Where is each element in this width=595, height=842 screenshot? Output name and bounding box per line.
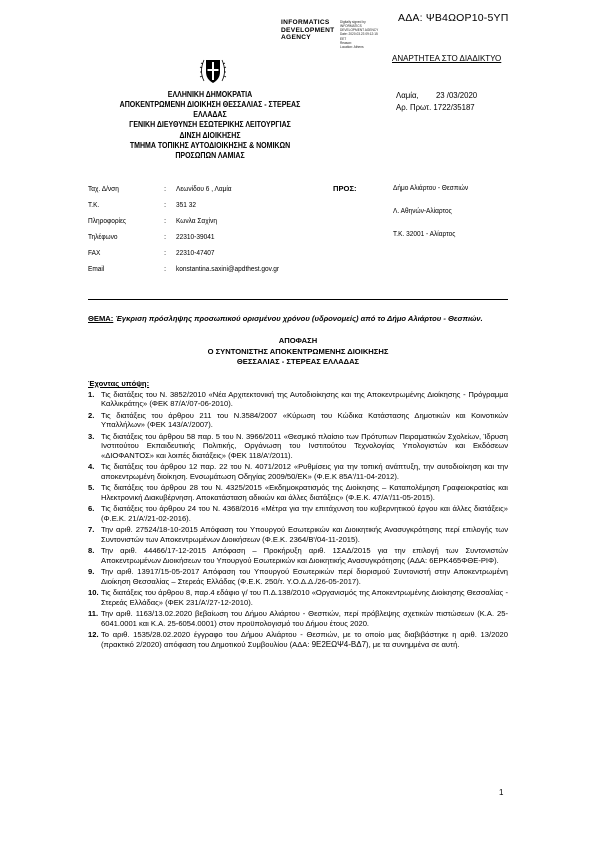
list-item: [88, 525, 508, 544]
contact-row-fax: [88, 248, 338, 264]
contact-row-address: [88, 184, 338, 200]
list-item: [88, 411, 508, 430]
item-number: 8.: [88, 546, 95, 556]
contact-label: Email: [88, 264, 105, 273]
contact-email[interactable]: konstantina.saxini@apdthest.gov.gr: [176, 264, 280, 273]
ada-reference: 9Ε2ΕΩΨ4-ΒΔ7: [311, 639, 367, 649]
decision-region: ΘΕΣΣΑΛΙΑΣ - ΣΤΕΡΕΑΣ ΕΛΛΑΔΑΣ: [236, 357, 360, 367]
item-number: 1.: [88, 390, 95, 399]
contact-colon: :: [164, 184, 167, 193]
item-text: Τις διατάξεις του Ν. 3852/2010 «Νέα Αρχιτεκτονική της Αυτοδιοίκησης και της Αποκεντρωμένης Διοίκησης - Πρόγραμμα Καλλικράτης» (ΦΕΚ 87/Α'/07-06-2010).: [101, 390, 508, 409]
decision-authority: Ο ΣΥΝΤΟΝΙΣΤΗΣ ΑΠΟΚΕΝΤΡΩΜΕΝΗΣ ΔΙΟΙΚΗΣΗΣ: [207, 346, 389, 356]
signature-detail: Location: Athens: [340, 44, 364, 49]
item-number: 5.: [88, 483, 95, 493]
page-number: 1: [499, 788, 504, 797]
item-text: Τις διατάξεις του άρθρου 211 του Ν.3584/2007 «Κύρωση του Κώδικα Κατάστασης Δημοτικών και Κοινοτικών Υπαλλήλων» (ΦΕΚ 143/Α'/2007).: [101, 411, 508, 430]
item-number: 7.: [88, 525, 95, 535]
list-item: [88, 462, 508, 481]
item-number: 6.: [88, 504, 95, 514]
contact-label: Τ.Κ.: [88, 200, 100, 209]
divider: [88, 299, 508, 300]
org-line: ΓΕΝΙΚΗ ΔΙΕΥΘΥΝΣΗ ΕΣΩΤΕΡΙΚΗΣ ΛΕΙΤΟΥΡΓΙΑΣ: [129, 120, 291, 130]
signature-line: AGENCY: [281, 34, 312, 42]
signature-detail: DEVELOPMENT AGENCY: [340, 28, 379, 33]
signature-line: INFORMATICS: [281, 19, 330, 26]
signature-detail: Digitally signed by: [340, 20, 366, 24]
item-number: 9.: [88, 567, 95, 577]
ada-code: ΑΔΑ: ΨΒ4ΩΟΡ10-5ΥΠ: [398, 12, 509, 24]
informatics-agency-signature: [281, 19, 335, 42]
contact-label: FAX: [88, 248, 101, 257]
subject-label: ΘΕΜΑ:: [88, 314, 114, 323]
decision-title: ΑΠΟΦΑΣΗ: [278, 336, 318, 345]
item-number: 10.: [88, 588, 99, 598]
contact-value: Κωνλα Σαχίνη: [176, 216, 217, 225]
document-date: Λαμία, 23 /03/2020: [396, 91, 478, 100]
contact-label: Ταχ. Δ/νση: [88, 184, 119, 193]
org-line: ΕΛΛΗΝΙΚΗ ΔΗΜΟΚΡΑΤΙΑ: [167, 90, 253, 99]
date-protocol-block: [396, 90, 477, 113]
item-text: Τις διατάξεις του άρθρου 12 παρ. 22 του Ν. 4071/2012 «Ρυθμίσεις για την τοπική ανάπτυξη, την αυτοδιοίκηση και την αποκεντρωμένη διοίκηση. Ενσωμάτωση Οδηγίας 2009/50/ΕΚ» (Φ.Ε.Κ 85Α'/11-04-2012).: [101, 462, 508, 481]
list-item: [88, 432, 508, 460]
contact-row-phone: [88, 232, 338, 248]
contact-colon: :: [164, 232, 167, 241]
greek-coat-of-arms-icon: [196, 54, 230, 88]
recipient-line: Δήμο Αλιάρτου - Θεσπιών: [393, 183, 469, 192]
item-number: 4.: [88, 462, 95, 472]
contact-colon: :: [164, 216, 167, 225]
publish-online-note: ΑΝΑΡΤΗΤΕΑ ΣΤΟ ΔΙΑΔΙΚΤΥΟ: [392, 54, 502, 63]
contact-row-info: [88, 216, 338, 232]
item-text: Τις διατάξεις του άρθρου 28 του Ν. 4325/2015 «Εκδημοκρατισμός της Διοίκησης – Καταπολέμηση Γραφειοκρατίας και Ηλεκτρονική Διακυβέρνηση. Αποκατάσταση αδικιών και άλλες διατάξεις» (Φ.Ε.Κ. 47/Α'/11-05-2015).: [101, 483, 508, 502]
considering-heading: Έχοντας υπόψη:: [88, 379, 150, 388]
list-item: [88, 609, 508, 628]
org-line: ΤΜΗΜΑ ΤΟΠΙΚΗΣ ΑΥΤΟΔΙΟΙΚΗΣΗΣ & ΝΟΜΙΚΩΝ: [129, 140, 291, 150]
contact-row-postcode: [88, 200, 338, 216]
item-number: 11.: [88, 609, 99, 619]
signature-line: DEVELOPMENT: [281, 26, 335, 34]
considerations-list: [88, 390, 508, 652]
list-item: [88, 567, 508, 586]
subject-line: [88, 314, 508, 323]
digital-signature-details: [340, 20, 378, 49]
list-item: [88, 483, 508, 502]
contact-label: Πληροφορίες: [88, 216, 127, 225]
list-item: [88, 390, 508, 409]
recipient-line: Τ.Κ. 32001 - Αλίαρτος: [393, 229, 456, 238]
org-line: ΔΙΝΣΗ ΔΙΟΙΚΗΣΗΣ: [179, 130, 241, 140]
org-line: ΠΡΟΣΩΠΩΝ ΛΑΜΙΑΣ: [175, 150, 245, 160]
recipient-line: Λ. Αθηνών-Αλίαρτος: [393, 206, 452, 215]
item-text: Την αριθ. 1163/13.02.2020 βεβαίωση του Δήμου Αλιάρτου - Θεσπιών, περί πρόβλεψης σχετικών πιστώσεων (Κ.Α. 25-6041.0001 και Κ.Α. 25-6054.0001) στον προϋπολογισμό του Δήμου έτους 2020.: [101, 609, 508, 628]
item-text: Τις διατάξεις του άρθρου 58 παρ. 5 του Ν. 3966/2011 «Θεσμικό πλαίσιο των Πρότυπων Πειραματικών Σχολείων, Ίδρυση Ινστιτούτου Εκπαιδευτικής Πολιτικής, Οργάνωση του Ινστιτούτου Τεχνολογίας Υπολογιστών και Εκδόσεων «ΔΙΟΦΑΝΤΟΣ» και λοιπές διατάξεις» (ΦΕΚ 118/Α'/2011).: [101, 432, 508, 460]
contact-value: 22310-39041: [176, 232, 215, 241]
contact-details: [88, 184, 338, 280]
contact-colon: :: [164, 200, 167, 209]
contact-colon: :: [164, 248, 167, 257]
contact-colon: :: [164, 264, 167, 273]
recipient-block: [393, 184, 480, 253]
item-text: Τις διατάξεις του άρθρου 24 του Ν. 4368/2016 «Μέτρα για την επιτάχυνση του κυβερνητικού έργου και άλλες διατάξεις» (Φ.Ε.Κ. 21/Α'/21-02-2016).: [101, 504, 508, 523]
protocol-number: Αρ. Πρωτ. 1722/35187: [396, 102, 475, 112]
list-item: [88, 504, 508, 523]
item-text: Το αριθ. 1535/28.02.2020 έγγραφο του Δήμου Αλιάρτου - Θεσπιών, με το οποίο μας διαβιβάστηκε η αριθ. 13/2020 (πρακτικό 2/2020) απόφαση του Δημοτικού Συμβουλίου (ΑΔΑ:: [101, 630, 508, 649]
contact-value: Λεωνίδου 6 , Λαμία: [176, 184, 232, 193]
list-item: [88, 630, 508, 649]
item-text: Τις διατάξεις του άρθρου 8, παρ.4 εδάφιο γ/ του Π.Δ.138/2010 «Οργανισμός της Αποκεντρωμένης Διοίκησης Θεσσαλίας - Στερεάς Ελλάδας» (ΦΕΚ 231/Α'/27-12-2010).: [101, 588, 508, 607]
org-line: ΕΛΛΑΔΑΣ: [193, 110, 227, 120]
decision-heading: [88, 336, 508, 368]
list-item: [88, 546, 508, 565]
org-line: ΑΠΟΚΕΝΤΡΩΜΕΝΗ ΔΙΟΙΚΗΣΗ ΘΕΣΣΑΛΙΑΣ - ΣΤΕΡΕΑΣ: [119, 100, 301, 110]
item-number: 3.: [88, 432, 95, 441]
contact-row-email: [88, 264, 338, 280]
item-number: 12.: [88, 630, 99, 640]
contact-value: 22310-47407: [176, 248, 215, 257]
contact-value: 351 32: [176, 200, 196, 209]
subject-text: Έγκριση πρόσληψης προσωπικού ορισμένου χρόνου (υδρονομείς) από το Δήμο Αλιάρτου - Θεσπιών.: [113, 314, 483, 323]
list-item: [88, 588, 508, 607]
item-text: Την αριθ. 27524/18-10-2015 Απόφαση του Υπουργού Εσωτερικών και Διοικητικής Ανασυγκρότησης περί επιλογής των Συντονιστών των Αποκεντρωμένων Διοικήσεων (Φ.Ε.Κ. 2364/Β'/04-11-2015).: [101, 525, 508, 544]
signature-detail: INFORMATICS: [340, 24, 362, 29]
signature-detail: Reason:: [340, 40, 352, 45]
issuing-authority-header: [60, 90, 360, 161]
item-number: 2.: [88, 411, 95, 420]
item-text-tail: ), με τα συνημμένα σε αυτή.: [366, 639, 460, 649]
item-text: Την αριθ. 44466/17-12-2015 Απόφαση – Προκήρυξη αριθ. 1ΣΑΔ/2015 για την επιλογή των Συντονιστών Αποκεντρωμένων Διοικήσεων του Υπουργού Εσωτερικών και Διοικητικής Ανασυγκρότησης (ΑΔΑ: 6ΕΡΚ465ΦΘΕ-ΡΙΦ).: [101, 546, 508, 565]
contact-label: Τηλέφωνο: [88, 232, 118, 241]
signature-detail: EET: [340, 36, 347, 41]
item-text: Την αριθ. 13917/15-05-2017 Απόφαση του Υπουργού Εσωτερικών περί διορισμού Συντονιστή στην Αποκεντρωμένη Διοίκηση Θεσσαλίας – Στερεάς Ελλάδας (Φ.Ε.Κ. 250/τ. Υ.Ο.Δ.Δ./26-05-2017).: [101, 567, 508, 586]
signature-detail: Date: 2020.03.23 09:12:15: [340, 32, 378, 37]
recipient-label: ΠΡΟΣ:: [333, 184, 357, 193]
